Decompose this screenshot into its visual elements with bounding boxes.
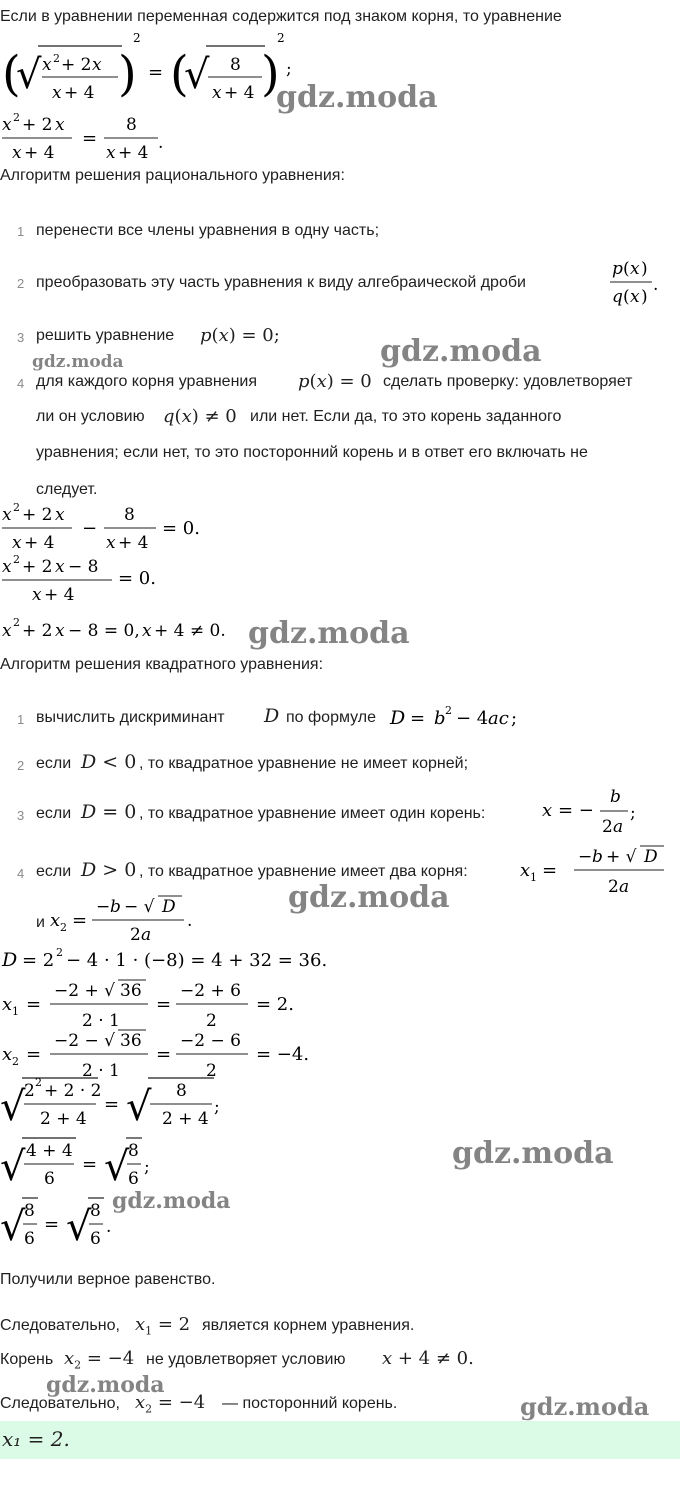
svg-text:D: D xyxy=(390,707,406,729)
step-text: , то квадратное уравнение имеет один корень: xyxy=(139,805,486,822)
svg-text:−2 − 6: −2 − 6 xyxy=(180,1031,241,1051)
step-text: уравнения; если нет, то это посторонний корень и в ответ его включать не xyxy=(36,444,588,461)
watermark: gdz.moda xyxy=(112,1188,231,1214)
svg-text:x: x xyxy=(12,143,22,163)
svg-text:+ 4: + 4 xyxy=(44,585,75,605)
svg-text:+ 2: + 2 xyxy=(22,557,53,577)
svg-text:x: x xyxy=(212,83,222,103)
conclusion-text: Получили верное равенство. xyxy=(0,1271,216,1288)
svg-text:= 2.: = 2. xyxy=(256,994,294,1015)
step-text: если xyxy=(36,755,72,772)
svg-text:√: √ xyxy=(16,52,42,98)
svg-text:+ 2: + 2 xyxy=(61,55,92,75)
step-text: перенести все члены уравнения в одну часть; xyxy=(36,222,380,239)
step-text: , то квадратное уравнение имеет два корня: xyxy=(139,863,468,880)
svg-text:√: √ xyxy=(66,1204,92,1250)
step-text: вычислить дискриминант xyxy=(36,709,225,726)
svg-text:.: . xyxy=(106,1217,112,1237)
svg-text:2: 2 xyxy=(13,501,20,514)
svg-text:x: x xyxy=(50,910,61,931)
step-text: преобразовать эту часть уравнения к виду алгебраической дроби xyxy=(36,274,526,291)
svg-text:1: 1 xyxy=(530,871,537,884)
svg-text:= 0.: = 0. xyxy=(162,518,200,539)
step-number: 2 xyxy=(17,758,25,773)
step-text: если xyxy=(36,863,72,880)
svg-text:2: 2 xyxy=(133,31,141,45)
answer-band xyxy=(0,1421,680,1459)
conclusion-text: Следовательно, xyxy=(0,1395,120,1412)
answer-text: x₁ = 2. xyxy=(2,1427,70,1451)
svg-text:+ 2 · 2: + 2 · 2 xyxy=(44,1081,102,1101)
formula-root-minus xyxy=(50,890,210,944)
svg-text:b: b xyxy=(434,708,446,729)
svg-text:a: a xyxy=(619,877,630,897)
svg-text:2: 2 xyxy=(13,111,20,124)
svg-text:x: x xyxy=(32,585,42,605)
formula-squared-roots xyxy=(0,28,320,108)
svg-text:2 · 1: 2 · 1 xyxy=(82,1011,120,1031)
svg-text:+ √: + √ xyxy=(606,847,637,867)
svg-text:+ 4: + 4 xyxy=(118,533,149,553)
svg-text:√: √ xyxy=(184,52,210,98)
svg-text:2: 2 xyxy=(206,1061,217,1081)
svg-text:x: x xyxy=(12,533,22,553)
svg-text:p: p xyxy=(612,259,623,279)
svg-text:− 4 · 1 · (−8) = 4 + 32 = 36.: − 4 · 1 · (−8) = 4 + 32 = 36. xyxy=(66,950,328,971)
svg-text:=: = xyxy=(82,128,98,149)
step-text: сделать проверку: удовлетворяет xyxy=(383,373,633,390)
svg-text:2: 2 xyxy=(24,1081,35,1101)
svg-text:8: 8 xyxy=(90,1201,101,1221)
svg-text:x: x xyxy=(142,621,152,641)
svg-text:√: √ xyxy=(104,1144,130,1190)
svg-text:√: √ xyxy=(0,1204,26,1250)
svg-text:2: 2 xyxy=(130,925,141,944)
svg-text:x: x xyxy=(542,800,553,821)
svg-text:2: 2 xyxy=(602,817,613,837)
formula-single-fraction xyxy=(0,552,180,608)
svg-text:2 + 4: 2 + 4 xyxy=(162,1109,209,1129)
svg-text:D: D xyxy=(644,847,658,867)
svg-text:= 2: = 2 xyxy=(22,950,55,971)
step-number: 2 xyxy=(17,276,25,291)
conclusion-text: является корнем уравнения. xyxy=(202,1317,415,1334)
svg-text:q: q xyxy=(612,287,623,307)
formula-fractions-equal xyxy=(0,108,180,164)
svg-text:x: x xyxy=(106,533,116,553)
svg-text:=: = xyxy=(26,994,42,1015)
svg-text:x: x xyxy=(520,860,531,881)
svg-text:+ 4: + 4 xyxy=(224,83,255,103)
svg-text:−2 + 6: −2 + 6 xyxy=(180,981,241,1001)
svg-text:x: x xyxy=(2,115,12,135)
formula-check-2 xyxy=(0,1130,180,1194)
svg-text:+ 2: + 2 xyxy=(22,621,53,641)
svg-text:+ 4 ≠ 0.: + 4 ≠ 0. xyxy=(154,621,226,641)
step-text: или нет. Если да, то это корень заданного xyxy=(250,408,562,425)
watermark: gdz.moda xyxy=(46,1372,165,1398)
svg-text:=: = xyxy=(82,1154,98,1175)
formula-x2-eq-neg4: $x_2 = -4$ xyxy=(135,1392,206,1416)
svg-text:): ) xyxy=(118,46,137,102)
step-number: 1 xyxy=(17,712,25,727)
svg-text:=: = xyxy=(44,1214,60,1235)
svg-text:2: 2 xyxy=(60,921,67,934)
step-text: , то квадратное уравнение не имеет корней; xyxy=(139,755,469,772)
svg-text:− 8: − 8 xyxy=(68,557,99,577)
svg-text:−: − xyxy=(82,518,98,539)
svg-text:b: b xyxy=(610,787,621,807)
svg-text:6: 6 xyxy=(128,1169,139,1189)
svg-text:x: x xyxy=(42,55,52,75)
intro-text: Если в уравнении переменная содержится под знаком корня, то уравнение xyxy=(0,8,562,25)
svg-text:x: x xyxy=(52,83,62,103)
svg-text:8: 8 xyxy=(24,1201,35,1221)
svg-text:): ) xyxy=(641,287,648,307)
watermark: gdz.moda xyxy=(276,80,438,115)
svg-text:=: = xyxy=(72,910,88,931)
svg-text:2: 2 xyxy=(56,946,63,959)
svg-text:2: 2 xyxy=(13,553,20,566)
svg-text:a: a xyxy=(613,817,624,837)
svg-text:8: 8 xyxy=(124,505,135,525)
svg-text:=: = xyxy=(410,708,426,729)
formula-x2-eq-neg4: $x_2 = -4$ xyxy=(64,1348,135,1372)
svg-text:+ 4: + 4 xyxy=(64,83,95,103)
svg-text:6: 6 xyxy=(24,1229,35,1249)
svg-text:;: ; xyxy=(286,59,292,79)
svg-text:x: x xyxy=(106,143,116,163)
step-text: если xyxy=(36,805,72,822)
svg-text:− 8 = 0,: − 8 = 0, xyxy=(68,621,140,641)
svg-text:;: ; xyxy=(214,1097,220,1117)
watermark: gdz.moda xyxy=(288,880,450,915)
formula-q-neq-0: q(x) ≠ 0 xyxy=(163,406,237,427)
svg-text:x: x xyxy=(55,505,65,525)
formula-d-eq-0: D = 0 xyxy=(81,801,137,823)
svg-text:x: x xyxy=(630,287,640,307)
formula-x-plus-4-neq-0: x + 4 ≠ 0. xyxy=(382,1348,474,1369)
svg-text:b: b xyxy=(592,847,603,867)
svg-text:−2 − √: −2 − √ xyxy=(54,1031,115,1051)
svg-text:1: 1 xyxy=(12,1005,19,1018)
svg-text:√: √ xyxy=(0,1084,26,1130)
svg-text:6: 6 xyxy=(90,1229,101,1249)
svg-text:.: . xyxy=(187,911,193,931)
svg-text:x: x xyxy=(2,505,12,525)
formula-d-lt-0: D < 0 xyxy=(81,751,137,773)
svg-text:D: D xyxy=(162,897,176,917)
svg-text:8: 8 xyxy=(126,115,137,135)
svg-text:= −: = − xyxy=(558,800,594,821)
svg-text:4 + 4: 4 + 4 xyxy=(26,1141,73,1161)
svg-text:+ 4: + 4 xyxy=(24,143,55,163)
svg-text:6: 6 xyxy=(44,1169,55,1189)
svg-text:(: ( xyxy=(623,259,630,279)
svg-text:x: x xyxy=(55,557,65,577)
formula-one-root xyxy=(540,784,640,840)
svg-text:=: = xyxy=(26,1044,42,1065)
step-text: ли он условию xyxy=(36,408,145,425)
svg-text:.: . xyxy=(158,133,164,153)
svg-text:2: 2 xyxy=(277,31,285,45)
svg-text:8: 8 xyxy=(176,1081,187,1101)
step-text: по формуле xyxy=(286,709,377,726)
step-number: 1 xyxy=(17,224,25,239)
svg-text:x: x xyxy=(2,1044,13,1065)
conclusion-text: Корень xyxy=(0,1351,54,1368)
svg-text:2: 2 xyxy=(53,52,60,65)
svg-text:=: = xyxy=(104,1094,120,1115)
svg-text:2 · 1: 2 · 1 xyxy=(82,1061,120,1081)
svg-text:;: ; xyxy=(511,708,518,729)
svg-text:+ 2: + 2 xyxy=(22,115,53,135)
svg-text:x: x xyxy=(2,557,12,577)
svg-text:(: ( xyxy=(170,46,189,102)
watermark: gdz.moda xyxy=(32,352,124,372)
step-number: 4 xyxy=(17,866,25,881)
watermark: gdz.moda xyxy=(248,616,410,651)
svg-text:.: . xyxy=(653,275,659,295)
svg-text:(: ( xyxy=(2,46,21,102)
formula-d-value xyxy=(0,944,360,974)
formula-discriminant xyxy=(388,700,528,730)
svg-text:36: 36 xyxy=(120,981,142,1001)
step-number: 3 xyxy=(17,330,25,345)
step-text: и xyxy=(36,914,45,931)
svg-text:−: − xyxy=(578,847,593,867)
formula-p-eq-0: p(x) = 0; xyxy=(200,325,280,346)
svg-text:−2 + √: −2 + √ xyxy=(54,981,115,1001)
svg-text:8: 8 xyxy=(128,1141,139,1161)
svg-text:=: = xyxy=(148,62,164,83)
svg-text:2: 2 xyxy=(13,616,20,629)
formula-x1-eq-2: $x_1 = 2$ xyxy=(135,1314,191,1338)
watermark: gdz.moda xyxy=(520,1392,650,1421)
watermark: gdz.moda xyxy=(452,1136,614,1171)
step-number: 3 xyxy=(17,808,25,823)
formula-p-over-q xyxy=(606,254,666,314)
svg-text:=: = xyxy=(156,1044,172,1065)
conclusion-text: Следовательно, xyxy=(0,1317,120,1334)
algo-quadratic-title: Алгоритм решения квадратного уравнения: xyxy=(0,656,324,673)
svg-text:= −4.: = −4. xyxy=(256,1044,310,1065)
formula-check-1 xyxy=(0,1070,260,1134)
svg-text:− √: − √ xyxy=(124,897,155,917)
svg-text:=: = xyxy=(156,994,172,1015)
svg-text:ac: ac xyxy=(488,708,509,729)
svg-text:(: ( xyxy=(623,287,630,307)
algo-rational-title: Алгоритм решения рационального уравнения: xyxy=(0,167,345,184)
svg-text:b: b xyxy=(110,897,121,917)
step-text: следует. xyxy=(36,481,98,498)
formula-check-3 xyxy=(0,1190,120,1254)
formula-root-plus xyxy=(518,838,678,900)
svg-text:x: x xyxy=(2,621,12,641)
svg-text:x: x xyxy=(55,621,65,641)
svg-text:x: x xyxy=(630,259,640,279)
svg-text:+ 4: + 4 xyxy=(24,533,55,553)
conclusion-text: не удовлетворяет условию xyxy=(146,1351,346,1368)
step-text: решить уравнение xyxy=(36,327,175,344)
svg-text:2: 2 xyxy=(35,1076,42,1089)
formula-numerator-zero xyxy=(0,612,260,646)
svg-text:8: 8 xyxy=(230,55,241,75)
svg-text:x: x xyxy=(2,994,13,1015)
formula-p-eq-0: p(x) = 0 xyxy=(298,371,372,392)
svg-text:− 4: − 4 xyxy=(456,708,489,729)
watermark: gdz.moda xyxy=(380,334,542,369)
svg-text:2: 2 xyxy=(608,877,619,897)
svg-text:2: 2 xyxy=(206,1011,217,1031)
svg-text:= 0.: = 0. xyxy=(118,568,156,589)
svg-text:=: = xyxy=(542,860,558,881)
step-number: 4 xyxy=(17,376,25,391)
svg-text:): ) xyxy=(261,46,280,102)
svg-text:√: √ xyxy=(126,1084,152,1130)
svg-text:+ 4: + 4 xyxy=(118,143,149,163)
svg-text:x: x xyxy=(55,115,65,135)
svg-text:;: ; xyxy=(630,803,636,823)
svg-text:+ 2: + 2 xyxy=(22,505,53,525)
svg-text:;: ; xyxy=(144,1157,150,1177)
svg-text:36: 36 xyxy=(120,1031,142,1051)
svg-text:D: D xyxy=(2,949,18,971)
svg-text:2: 2 xyxy=(12,1055,19,1068)
formula-fraction-difference xyxy=(0,498,220,558)
svg-text:2 + 4: 2 + 4 xyxy=(40,1109,87,1129)
formula-d: D xyxy=(264,705,280,727)
svg-text:2: 2 xyxy=(445,704,452,717)
svg-text:x: x xyxy=(92,55,102,75)
step-text: для каждого корня уравнения xyxy=(36,373,258,390)
conclusion-text: — посторонний корень. xyxy=(222,1395,398,1412)
svg-text:√: √ xyxy=(0,1144,26,1190)
svg-text:): ) xyxy=(641,259,648,279)
svg-text:−: − xyxy=(96,897,111,917)
svg-text:a: a xyxy=(141,925,152,944)
formula-d-gt-0: D > 0 xyxy=(81,859,137,881)
